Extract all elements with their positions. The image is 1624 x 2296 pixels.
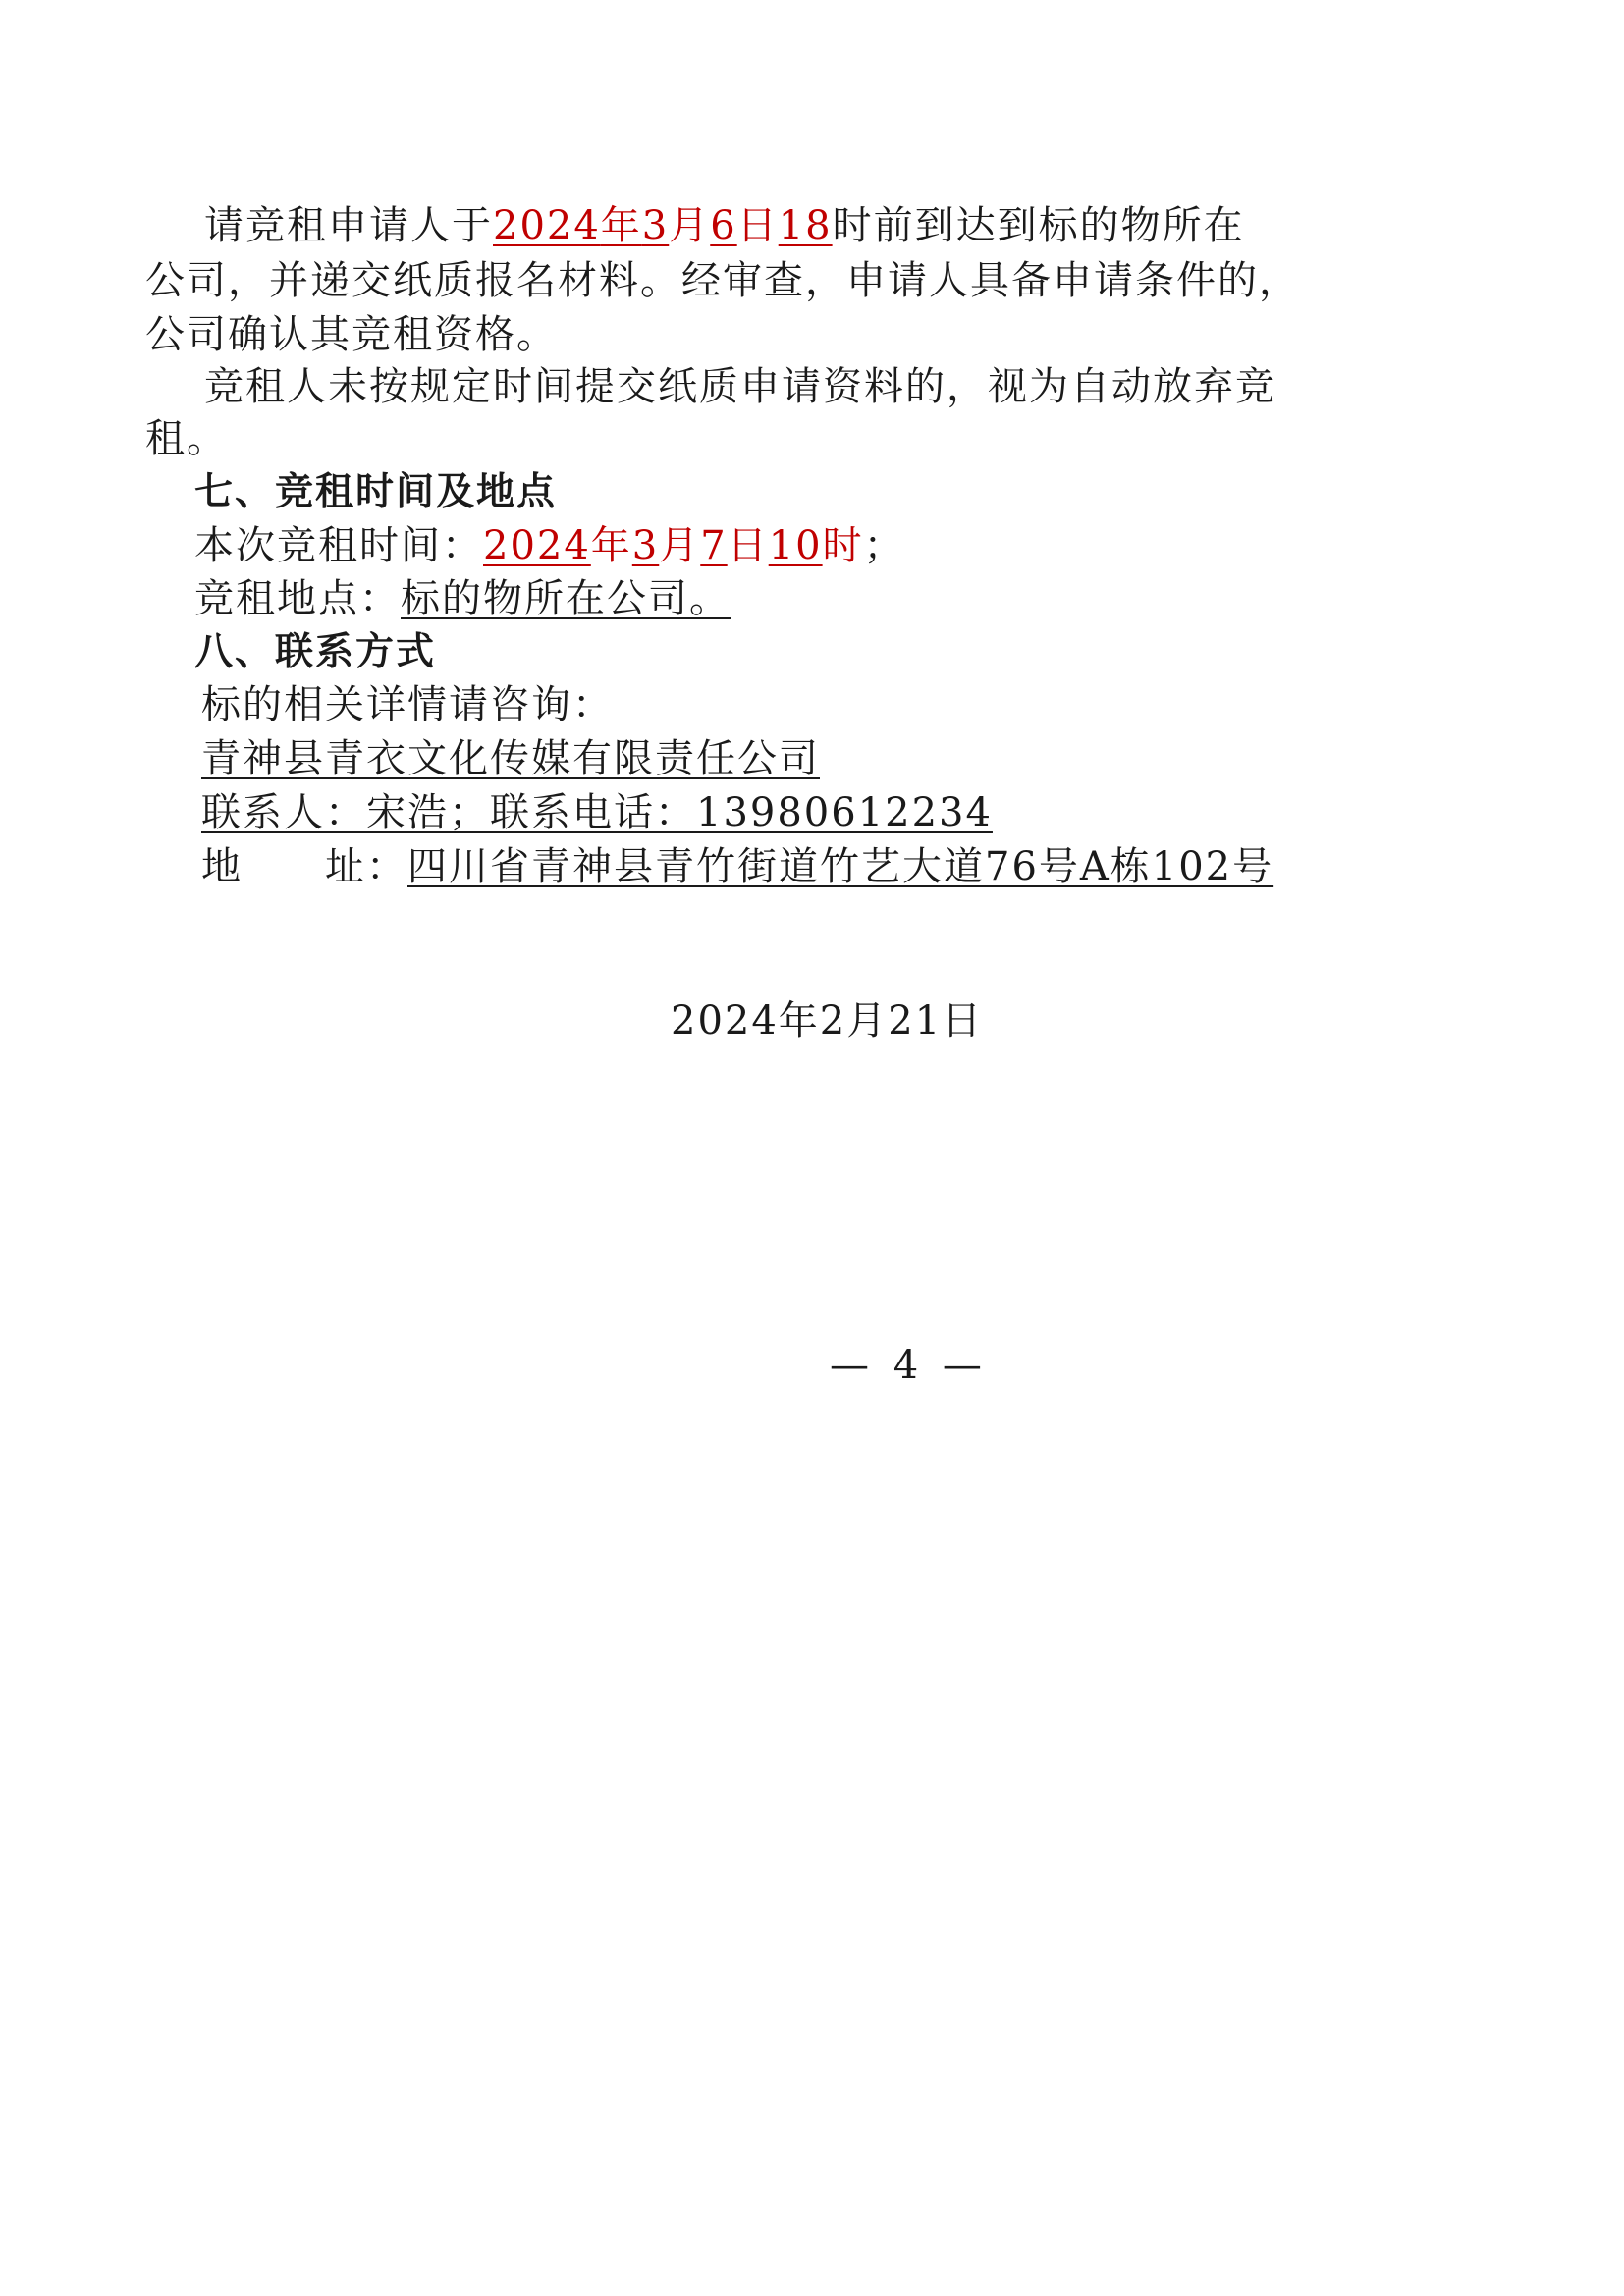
section7-heading: 七、竞租时间及地点 — [194, 470, 558, 514]
section7-year-char: 年 — [590, 523, 632, 568]
registration-month: 3 — [641, 203, 670, 248]
section7-day: 7 — [700, 523, 728, 568]
section8-company: 青神县青衣文化传媒有限责任公司 — [201, 736, 820, 781]
registration-day-char: 日 — [736, 203, 779, 248]
registration-suffix: 时前到达到标的物所在 — [832, 203, 1245, 248]
document-date: 2024年2月21日 — [671, 998, 984, 1043]
section8-contact: 联系人：宋浩；联系电话：13980612234 — [201, 790, 993, 835]
registration-line-2: 公司，并递交纸质报名材料。经审查，申请人具备申请条件的， — [145, 258, 1300, 303]
registration-month-char: 月 — [669, 203, 711, 248]
section7-hour-char: 时 — [822, 523, 864, 568]
registration-hour: 18 — [778, 203, 833, 248]
registration-line-3: 公司确认其竞租资格。 — [145, 312, 558, 357]
registration-day: 6 — [710, 203, 737, 248]
section8-address-line — [201, 839, 1273, 894]
section7-hour: 10 — [768, 523, 823, 568]
registration-year-char: 年 — [600, 203, 642, 248]
section8-address-label: 地 址： — [201, 844, 407, 889]
section7-place-line — [194, 571, 731, 626]
section7-place-value: 标的物所在公司。 — [401, 576, 731, 621]
forfeit-line-1: 竞租人未按规定时间提交纸质申请资料的，视为自动放弃竞 — [204, 364, 1276, 409]
registration-year: 2024 — [493, 203, 601, 248]
section8-intro: 标的相关详情请咨询： — [201, 682, 614, 727]
section7-time-end: ； — [863, 523, 905, 568]
section7-time-line — [194, 518, 905, 573]
page-number: — 4 — — [830, 1343, 988, 1388]
registration-line-1 — [204, 198, 1245, 253]
section7-month-char: 月 — [659, 523, 701, 568]
section7-day-char: 日 — [727, 523, 769, 568]
section7-time-label: 本次竞租时间： — [194, 523, 483, 568]
forfeit-line-2: 租。 — [145, 416, 228, 461]
section7-year: 2024 — [483, 523, 591, 568]
section8-heading: 八、联系方式 — [194, 630, 437, 674]
section7-month: 3 — [631, 523, 660, 568]
registration-prefix: 请竞租申请人于 — [204, 203, 493, 248]
section7-place-label: 竞租地点： — [194, 576, 401, 621]
section8-address-value: 四川省青神县青竹街道竹艺大道76号A栋102号 — [407, 844, 1274, 889]
